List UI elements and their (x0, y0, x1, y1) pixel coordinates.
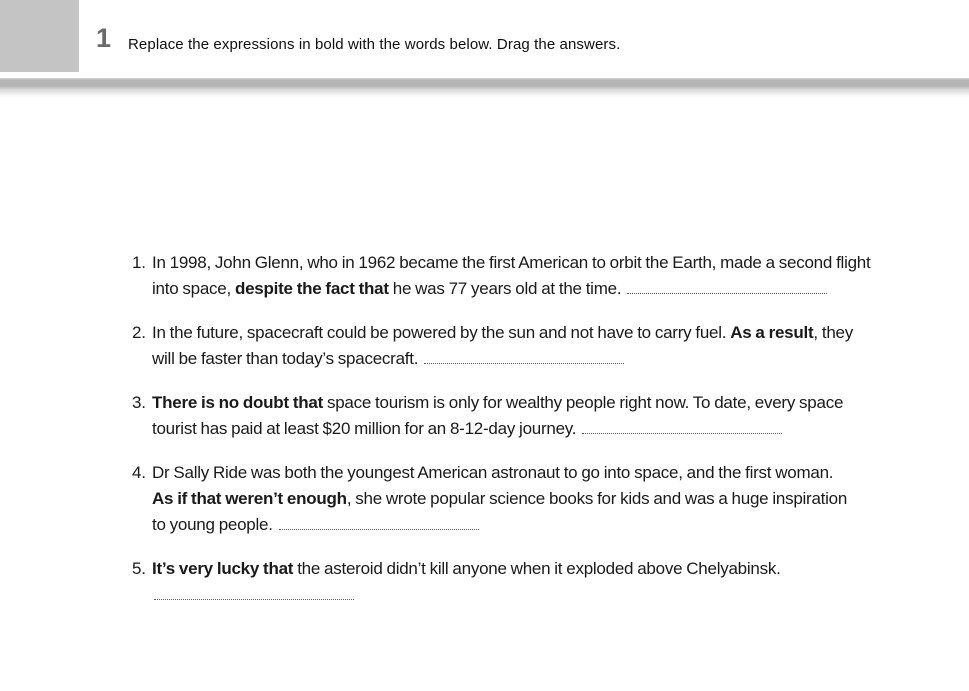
exercise-number: 1 (96, 23, 112, 53)
question-text-line (152, 512, 932, 538)
question-text (152, 390, 932, 442)
text-segment: will be faster than today’s spacecraft. (152, 349, 423, 368)
question-number: 4. (132, 463, 146, 482)
question-list (132, 250, 932, 626)
question-item (132, 390, 932, 442)
question-text-line (152, 390, 932, 416)
answer-blank[interactable] (582, 421, 782, 434)
question-text-line (152, 276, 932, 302)
question-item (132, 250, 932, 302)
bold-expression: It’s very lucky that (152, 559, 294, 578)
text-segment: , they (813, 323, 853, 342)
question-text-line (152, 460, 932, 486)
question-number: 3. (132, 393, 146, 412)
bold-expression: There is no doubt that (152, 393, 323, 412)
bold-expression: despite the fact that (234, 279, 389, 298)
question-text-line (152, 346, 932, 372)
question-item (132, 556, 932, 608)
answer-blank[interactable] (279, 517, 479, 530)
text-segment: into space, (152, 279, 235, 298)
text-segment: he was 77 years old at the time. (388, 279, 626, 298)
instruction-text: Replace the expressions in bold with the words below. Drag the answers. (128, 36, 621, 53)
answer-blank[interactable] (424, 351, 624, 364)
question-number: 2. (132, 323, 146, 342)
question-number: 1. (132, 253, 146, 272)
question-text-line (152, 320, 932, 346)
question-text-line (152, 250, 932, 276)
text-segment: the asteroid didn’t kill anyone when it exploded above Chelyabinsk. (293, 559, 781, 578)
text-segment: to young people. (152, 515, 277, 534)
bold-expression: As a result (730, 323, 814, 342)
question-text-line (152, 556, 932, 582)
text-segment: Dr Sally Ride was both the youngest American astronaut to go into space, and the first woman. (152, 463, 834, 482)
text-segment: In 1998, John Glenn, who in 1962 became the first American to orbit the Earth, made a second flight (152, 253, 871, 272)
header-divider (0, 78, 969, 98)
answer-blank[interactable] (154, 587, 354, 600)
text-segment: tourist has paid at least $20 million for an 8-12-day journey. (152, 419, 581, 438)
question-text-line (152, 486, 932, 512)
question-item (132, 320, 932, 372)
question-text-line (152, 582, 932, 608)
question-text (152, 250, 932, 302)
text-segment: space tourism is only for wealthy people right now. To date, every space (323, 393, 844, 412)
text-segment: , she wrote popular science books for kids and was a huge inspiration (346, 489, 848, 508)
question-text (152, 556, 932, 608)
answer-blank[interactable] (627, 281, 827, 294)
question-text-line (152, 416, 932, 442)
question-number: 5. (132, 559, 146, 578)
corner-tab (0, 0, 79, 72)
bold-expression: As if that weren’t enough (152, 489, 347, 508)
text-segment: In the future, spacecraft could be powered by the sun and not have to carry fuel. (152, 323, 731, 342)
question-item (132, 460, 932, 538)
question-text (152, 460, 932, 538)
question-text (152, 320, 932, 372)
